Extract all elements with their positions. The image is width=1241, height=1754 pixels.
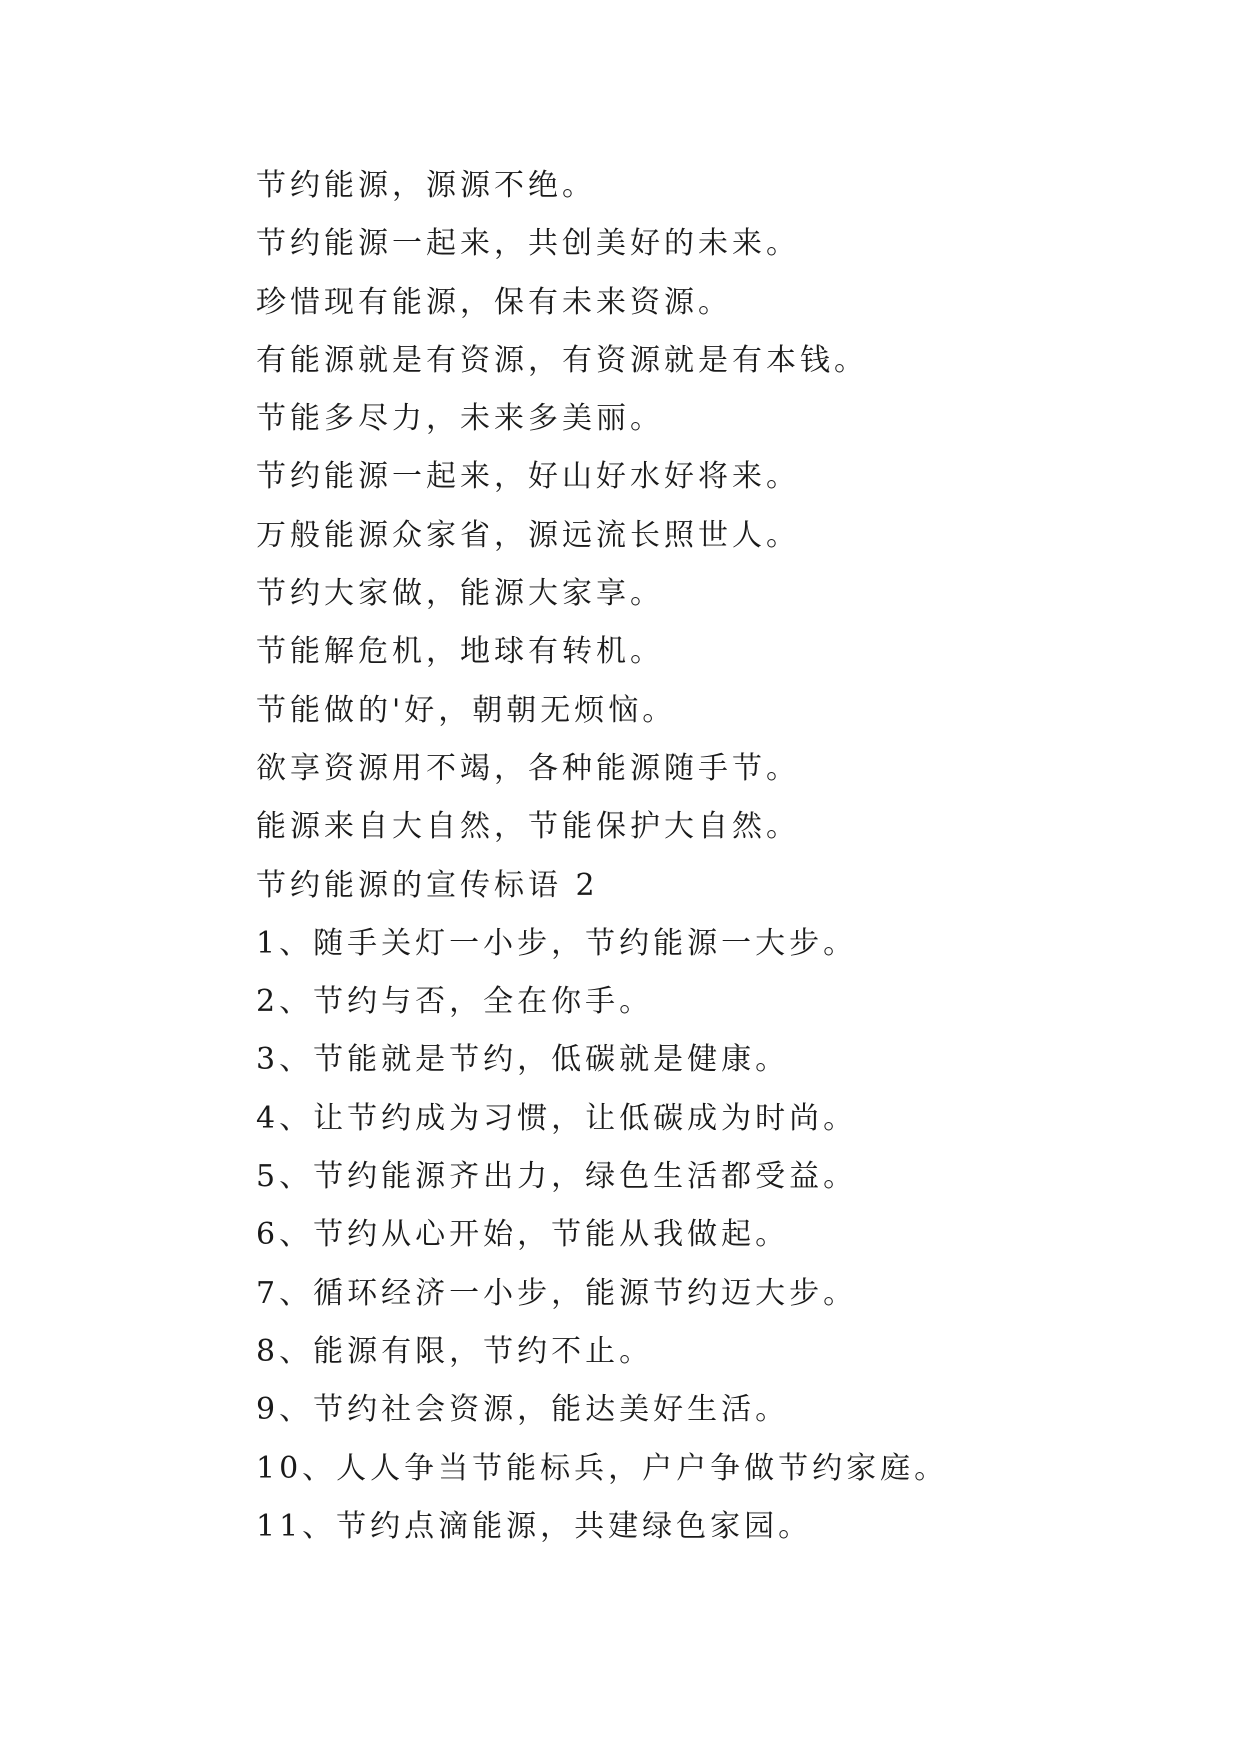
slogan-line: 万般能源众家省，源远流长照世人。 [256, 517, 800, 553]
numbered-slogan: 8、能源有限，节约不止。 [256, 1333, 654, 1369]
numbered-slogan: 5、节约能源齐出力，绿色生活都受益。 [256, 1159, 858, 1195]
slogan-line: 珍惜现有能源，保有未来资源。 [256, 284, 732, 320]
numbered-slogan: 4、让节约成为习惯，让低碳成为时尚。 [256, 1100, 858, 1136]
slogan-line: 节约大家做，能源大家享。 [256, 576, 664, 612]
slogan-line: 节能做的'好，朝朝无烦恼。 [256, 692, 677, 728]
numbered-slogan: 3、节能就是节约，低碳就是健康。 [256, 1042, 790, 1078]
slogan-line: 能源来自大自然，节能保护大自然。 [256, 809, 800, 845]
slogan-line: 节约能源一起来，共创美好的未来。 [256, 226, 800, 262]
slogan-list [256, 157, 1156, 1556]
numbered-slogan: 10、人人争当节能标兵，户户争做节约家庭。 [256, 1450, 949, 1486]
numbered-slogan: 1、随手关灯一小步，节约能源一大步。 [256, 925, 858, 961]
slogan-line: 节能解危机，地球有转机。 [256, 634, 664, 670]
numbered-slogan: 9、节约社会资源，能达美好生活。 [256, 1392, 790, 1428]
slogan-line: 有能源就是有资源，有资源就是有本钱。 [256, 342, 868, 378]
slogan-line: 节约能源，源源不绝。 [256, 168, 596, 203]
numbered-slogan: 2、节约与否，全在你手。 [256, 984, 654, 1020]
numbered-slogan: 6、节约从心开始，节能从我做起。 [256, 1217, 790, 1253]
numbered-slogan: 11、节约点滴能源，共建绿色家园。 [256, 1508, 813, 1544]
section-heading: 节约能源的宣传标语 2 [256, 867, 599, 903]
slogan-line: 节能多尽力，未来多美丽。 [256, 401, 664, 437]
slogan-line: 欲享资源用不竭，各种能源随手节。 [256, 750, 800, 786]
numbered-slogan: 7、循环经济一小步，能源节约迈大步。 [256, 1275, 858, 1311]
slogan-line: 节约能源一起来，好山好水好将来。 [256, 459, 800, 495]
